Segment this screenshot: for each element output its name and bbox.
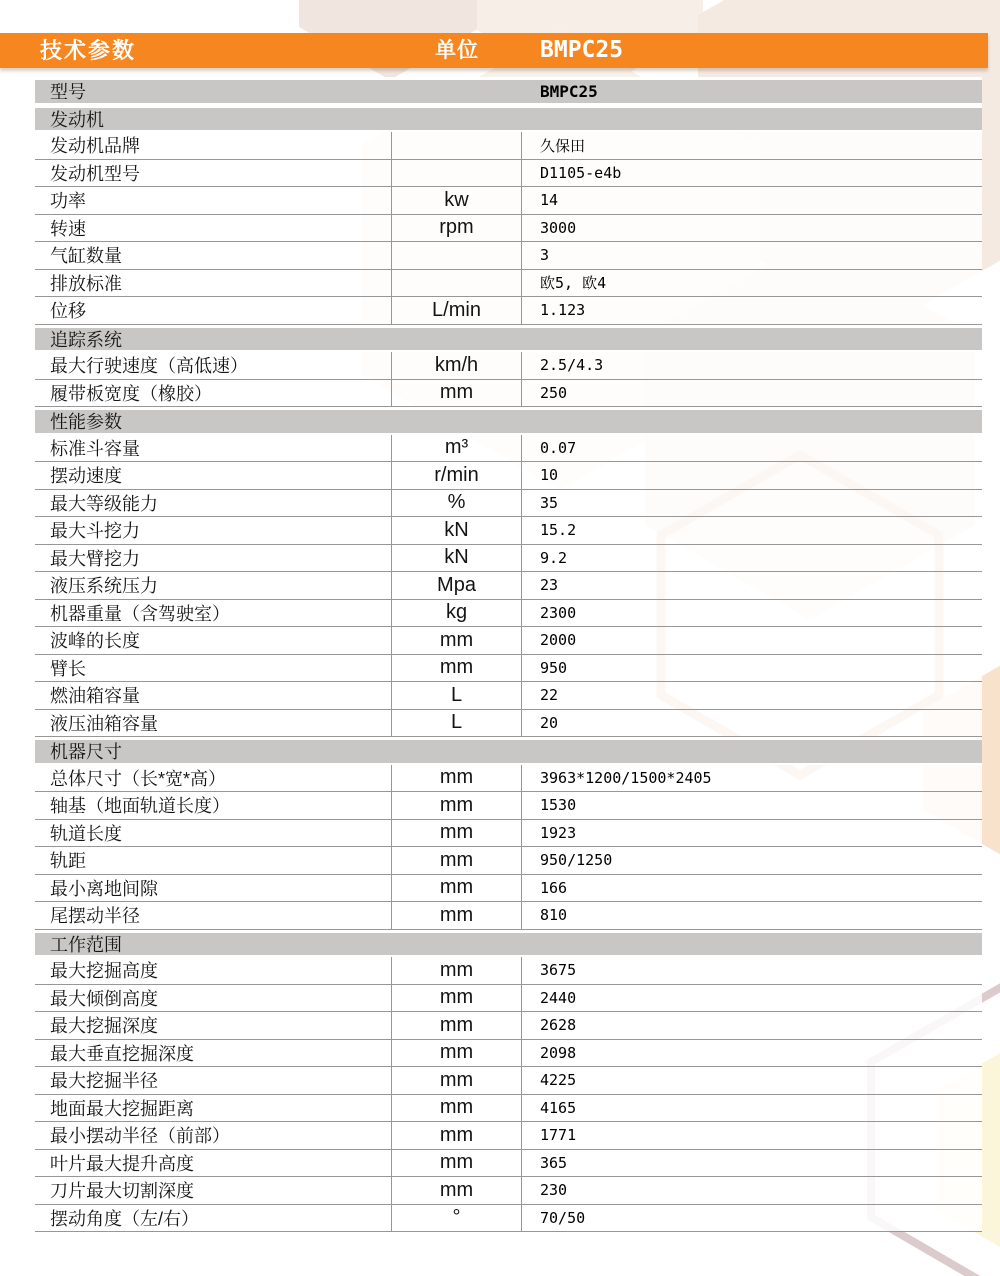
table-row — [35, 1122, 982, 1150]
spec-unit — [392, 160, 522, 187]
spec-value: 2628 — [540, 1016, 577, 1035]
spec-value: 3675 — [540, 961, 577, 980]
spec-unit: mm — [392, 792, 522, 819]
table-row — [35, 270, 982, 298]
spec-value: 2440 — [540, 988, 577, 1007]
spec-value: 2098 — [540, 1043, 577, 1062]
table-row — [35, 985, 982, 1013]
table-row — [35, 710, 982, 738]
spec-unit: kw — [392, 187, 522, 214]
table-row — [35, 215, 982, 243]
table-row — [35, 77, 982, 105]
spec-label: 臂长 — [35, 655, 392, 682]
spec-value: 4225 — [540, 1071, 577, 1090]
table-row — [35, 655, 982, 683]
spec-value: 810 — [540, 906, 568, 925]
spec-value: 35 — [540, 493, 559, 512]
spec-unit: mm — [392, 765, 522, 792]
spec-unit: Mpa — [392, 572, 522, 599]
spec-value: 20 — [540, 713, 559, 732]
section-label: 机器尺寸 — [50, 742, 122, 763]
spec-value: 4165 — [540, 1098, 577, 1117]
spec-value: 950 — [540, 658, 568, 677]
spec-unit: mm — [392, 875, 522, 902]
spec-value: 230 — [540, 1181, 568, 1200]
spec-value: 365 — [540, 1153, 568, 1172]
spec-value: 1530 — [540, 796, 577, 815]
spec-value: 14 — [540, 191, 559, 210]
spec-label: 轴基（地面轨道长度） — [35, 792, 392, 819]
spec-label: 液压油箱容量 — [35, 710, 392, 737]
spec-label: 最大挖掘深度 — [35, 1012, 392, 1039]
spec-value: 2000 — [540, 631, 577, 650]
spec-unit: km/h — [392, 352, 522, 379]
spec-value: 3 — [540, 246, 550, 265]
spec-label: 最大臂挖力 — [35, 545, 392, 572]
spec-label: 位移 — [35, 297, 392, 324]
spec-value: 0.07 — [540, 438, 577, 457]
table-header-bar — [0, 33, 988, 68]
table-row — [35, 517, 982, 545]
spec-unit: mm — [392, 1150, 522, 1177]
spec-label: 最小离地间隙 — [35, 875, 392, 902]
spec-table — [35, 77, 982, 1232]
spec-value: 1.123 — [540, 301, 586, 320]
spec-label: 履带板宽度（橡胶） — [35, 380, 392, 407]
spec-label: 燃油箱容量 — [35, 682, 392, 709]
spec-value: 9.2 — [540, 548, 568, 567]
spec-label: 发动机型号 — [35, 160, 392, 187]
spec-unit: kg — [392, 600, 522, 627]
table-row — [35, 1067, 982, 1095]
table-row — [35, 1205, 982, 1233]
table-row — [35, 1177, 982, 1205]
spec-value: 15.2 — [540, 521, 577, 540]
spec-value: BMPC25 — [540, 81, 598, 101]
spec-label: 最大斗挖力 — [35, 517, 392, 544]
spec-label: 叶片最大提升高度 — [35, 1150, 392, 1177]
spec-label: 波峰的长度 — [35, 627, 392, 654]
table-row — [35, 1040, 982, 1068]
section-label: 发动机 — [50, 109, 104, 130]
spec-unit: L — [392, 710, 522, 737]
spec-unit: mm — [392, 1095, 522, 1122]
section-row — [35, 325, 982, 353]
spec-value: 23 — [540, 576, 559, 595]
section-label: 追踪系统 — [50, 329, 122, 350]
spec-label: 摆动角度（左/右） — [35, 1205, 392, 1232]
spec-value: 2300 — [540, 603, 577, 622]
table-row — [35, 820, 982, 848]
spec-label: 功率 — [35, 187, 392, 214]
table-row — [35, 380, 982, 408]
table-row — [35, 1150, 982, 1178]
spec-label: 刀片最大切割深度 — [35, 1177, 392, 1204]
spec-value: 166 — [540, 878, 568, 897]
spec-unit: mm — [392, 1067, 522, 1094]
spec-unit: r/min — [392, 462, 522, 489]
table-row — [35, 792, 982, 820]
spec-label: 地面最大挖掘距离 — [35, 1095, 392, 1122]
spec-unit — [392, 80, 522, 103]
spec-label: 机器重量（含驾驶室） — [35, 600, 392, 627]
spec-unit: kN — [392, 517, 522, 544]
spec-unit: L — [392, 682, 522, 709]
table-row — [35, 352, 982, 380]
table-row — [35, 242, 982, 270]
table-row — [35, 765, 982, 793]
spec-label: 尾摆动半径 — [35, 902, 392, 929]
table-row — [35, 187, 982, 215]
spec-label: 最大行驶速度（高低速） — [35, 352, 392, 379]
spec-value: 久保田 — [540, 136, 586, 155]
table-row — [35, 1095, 982, 1123]
spec-unit: mm — [392, 1177, 522, 1204]
spec-label: 排放标准 — [35, 270, 392, 297]
spec-unit: rpm — [392, 215, 522, 242]
page-title: 技术参数 — [40, 38, 137, 63]
spec-unit: mm — [392, 957, 522, 984]
spec-unit: mm — [392, 627, 522, 654]
spec-unit: ° — [392, 1205, 522, 1232]
spec-unit: mm — [392, 847, 522, 874]
spec-unit: kN — [392, 545, 522, 572]
table-row — [35, 160, 982, 188]
spec-unit: L/min — [392, 297, 522, 324]
table-row — [35, 600, 982, 628]
spec-unit: mm — [392, 655, 522, 682]
spec-unit: % — [392, 490, 522, 517]
spec-value: 3000 — [540, 218, 577, 237]
spec-unit: mm — [392, 380, 522, 407]
spec-value: 1771 — [540, 1126, 577, 1145]
spec-value: 欧5, 欧4 — [540, 274, 607, 293]
table-row — [35, 132, 982, 160]
section-label: 工作范围 — [50, 934, 122, 955]
table-row — [35, 435, 982, 463]
table-row — [35, 682, 982, 710]
spec-label: 最大等级能力 — [35, 490, 392, 517]
spec-label: 型号 — [50, 82, 86, 103]
spec-label: 摆动速度 — [35, 462, 392, 489]
table-row — [35, 572, 982, 600]
spec-value: D1105-e4b — [540, 163, 622, 182]
spec-unit: mm — [392, 1040, 522, 1067]
header-unit-label: 单位 — [435, 39, 479, 62]
spec-label: 轨距 — [35, 847, 392, 874]
spec-value: 950/1250 — [540, 851, 613, 870]
spec-value: 22 — [540, 686, 559, 705]
spec-label: 总体尺寸（长*宽*高） — [35, 765, 392, 792]
spec-unit — [392, 270, 522, 297]
table-row — [35, 545, 982, 573]
spec-value: 3963*1200/1500*2405 — [540, 768, 712, 787]
spec-label: 最大挖掘半径 — [35, 1067, 392, 1094]
spec-label: 发动机品牌 — [35, 132, 392, 159]
spec-unit — [392, 132, 522, 159]
table-row — [35, 627, 982, 655]
spec-value: 250 — [540, 383, 568, 402]
spec-unit — [392, 242, 522, 269]
spec-value: 1923 — [540, 823, 577, 842]
spec-label: 最大垂直挖掘深度 — [35, 1040, 392, 1067]
spec-unit: mm — [392, 902, 522, 929]
section-row — [35, 407, 982, 435]
spec-unit: m³ — [392, 435, 522, 462]
table-row — [35, 1012, 982, 1040]
table-row — [35, 462, 982, 490]
section-row — [35, 737, 982, 765]
spec-value: 70/50 — [540, 1208, 586, 1227]
spec-label: 最小摆动半径（前部） — [35, 1122, 392, 1149]
table-row — [35, 847, 982, 875]
spec-unit: mm — [392, 985, 522, 1012]
spec-label: 标准斗容量 — [35, 435, 392, 462]
spec-unit: mm — [392, 1122, 522, 1149]
section-label: 性能参数 — [50, 412, 122, 433]
spec-value: 2.5/4.3 — [540, 356, 604, 375]
spec-unit: mm — [392, 1012, 522, 1039]
header-model-label: BMPC25 — [540, 37, 624, 63]
spec-unit: mm — [392, 820, 522, 847]
spec-label: 最大倾倒高度 — [35, 985, 392, 1012]
spec-label: 液压系统压力 — [35, 572, 392, 599]
table-row — [35, 957, 982, 985]
table-row — [35, 490, 982, 518]
spec-label: 转速 — [35, 215, 392, 242]
spec-label: 最大挖掘高度 — [35, 957, 392, 984]
section-row — [35, 930, 982, 958]
table-row — [35, 875, 982, 903]
table-row — [35, 297, 982, 325]
spec-label: 轨道长度 — [35, 820, 392, 847]
spec-value: 10 — [540, 466, 559, 485]
table-row — [35, 902, 982, 930]
spec-label: 气缸数量 — [35, 242, 392, 269]
section-row — [35, 105, 982, 133]
